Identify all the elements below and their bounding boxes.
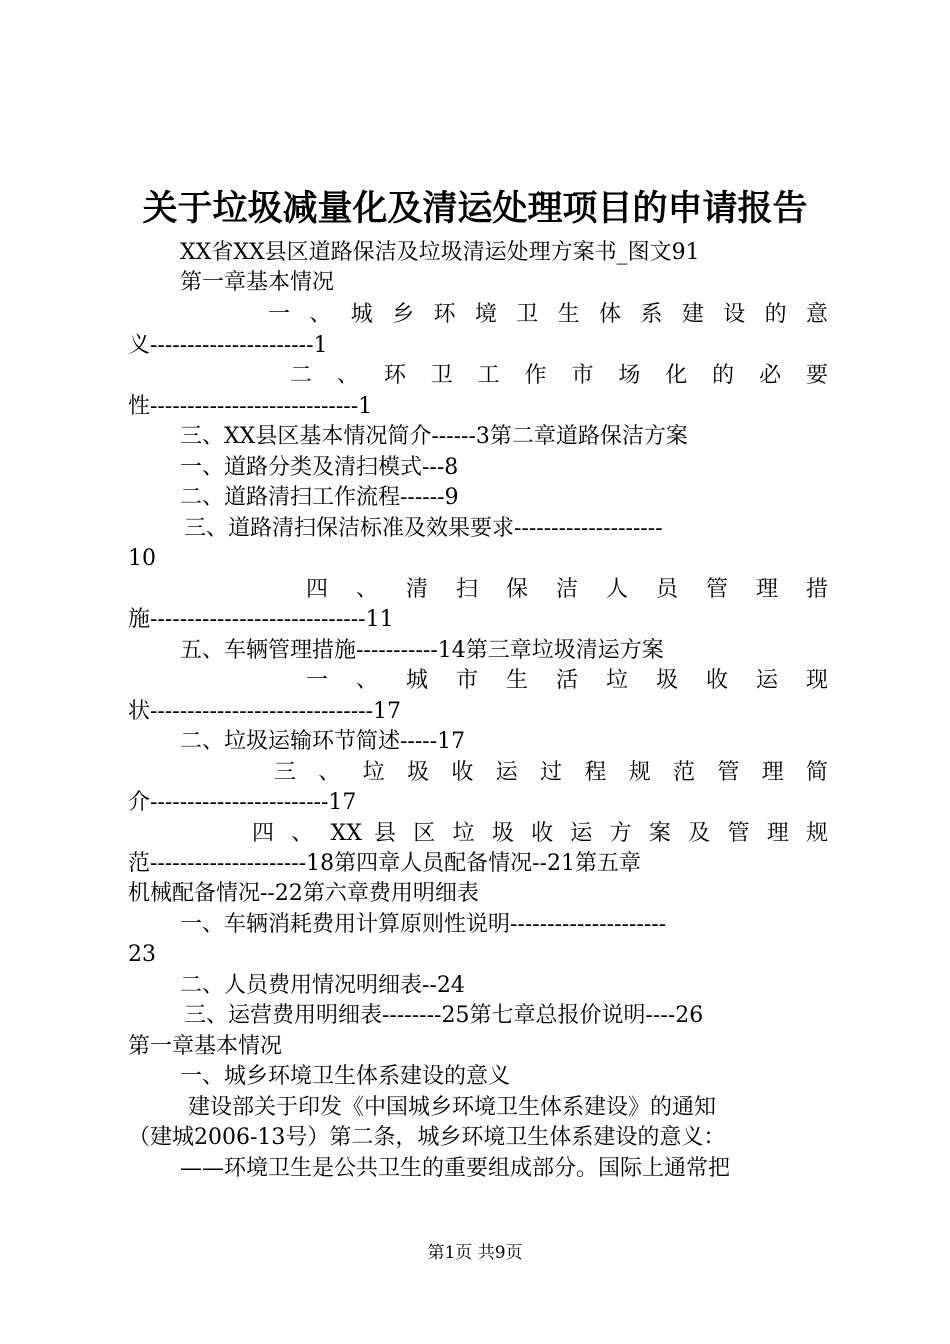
toc-line: 二、垃圾运输环节简述-----17 [180,729,466,754]
toc-line: 10 [128,546,156,571]
toc-line: 一、车辆消耗费用计算原则性说明--------------------- [180,912,667,937]
page-number-footer: 第1页 共9页 [427,1243,523,1263]
toc-line: 四 、 清 扫 保 洁 人 员 管 理 措 [306,577,828,602]
toc-line: 一、道路分类及清扫模式---8 [180,455,459,480]
toc-line: 三、运营费用明细表--------25第七章总报价说明----26 [184,1003,704,1028]
toc-line: 施-----------------------------11 [128,607,394,632]
subtitle-line: XX省XX县区道路保洁及垃圾清运处理方案书_图文91 [180,240,700,265]
toc-line: 介------------------------17 [128,790,357,815]
toc-line: 机械配备情况--22第六章费用明细表 [128,881,479,906]
toc-line: 三、XX县区基本情况简介------3第二章道路保洁方案 [180,424,688,449]
toc-line: 二、道路清扫工作流程------9 [180,485,459,510]
toc-line: 一 、 城 乡 环 境 卫 生 体 系 建 设 的 意 [268,302,828,327]
document-title: 关于垃圾减量化及清运处理项目的申请报告 [142,188,808,229]
body-paragraph-line: 建设部关于印发《中国城乡环境卫生体系建设》的通知 [188,1095,717,1120]
toc-line: 一 、 城 市 生 活 垃 圾 收 运 现 [306,668,828,693]
toc-line: 五、车辆管理措施-----------14第三章垃圾清运方案 [180,638,664,663]
toc-line: 范---------------------18第四章人员配备情况--21第五章 [128,851,641,876]
toc-line: 四 、 XX 县 区 垃 圾 收 运 方 案 及 管 理 规 [252,821,828,846]
toc-line: 三 、 垃 圾 收 运 过 程 规 范 管 理 简 [274,760,828,785]
body-paragraph-line: ——环境卫生是公共卫生的重要组成部分。国际上通常把 [180,1156,731,1181]
toc-line: 第一章基本情况 [180,270,335,295]
toc-line: 23 [128,942,156,967]
toc-line: 三、道路清扫保洁标准及效果要求-------------------- [184,516,663,541]
toc-line: 义----------------------1 [128,333,328,358]
section-heading: 第一章基本情况 [128,1034,283,1059]
toc-line: 性----------------------------1 [128,394,373,419]
toc-line: 二、人员费用情况明细表--24 [180,973,465,998]
body-paragraph-line: （建城2006-13号）第二条，城乡环境卫生体系建设的意义： [128,1125,726,1150]
toc-line: 二 、 环 卫 工 作 市 场 化 的 必 要 [290,363,828,388]
toc-line: 状------------------------------17 [128,699,402,724]
section-subheading: 一、城乡环境卫生体系建设的意义 [180,1064,511,1089]
